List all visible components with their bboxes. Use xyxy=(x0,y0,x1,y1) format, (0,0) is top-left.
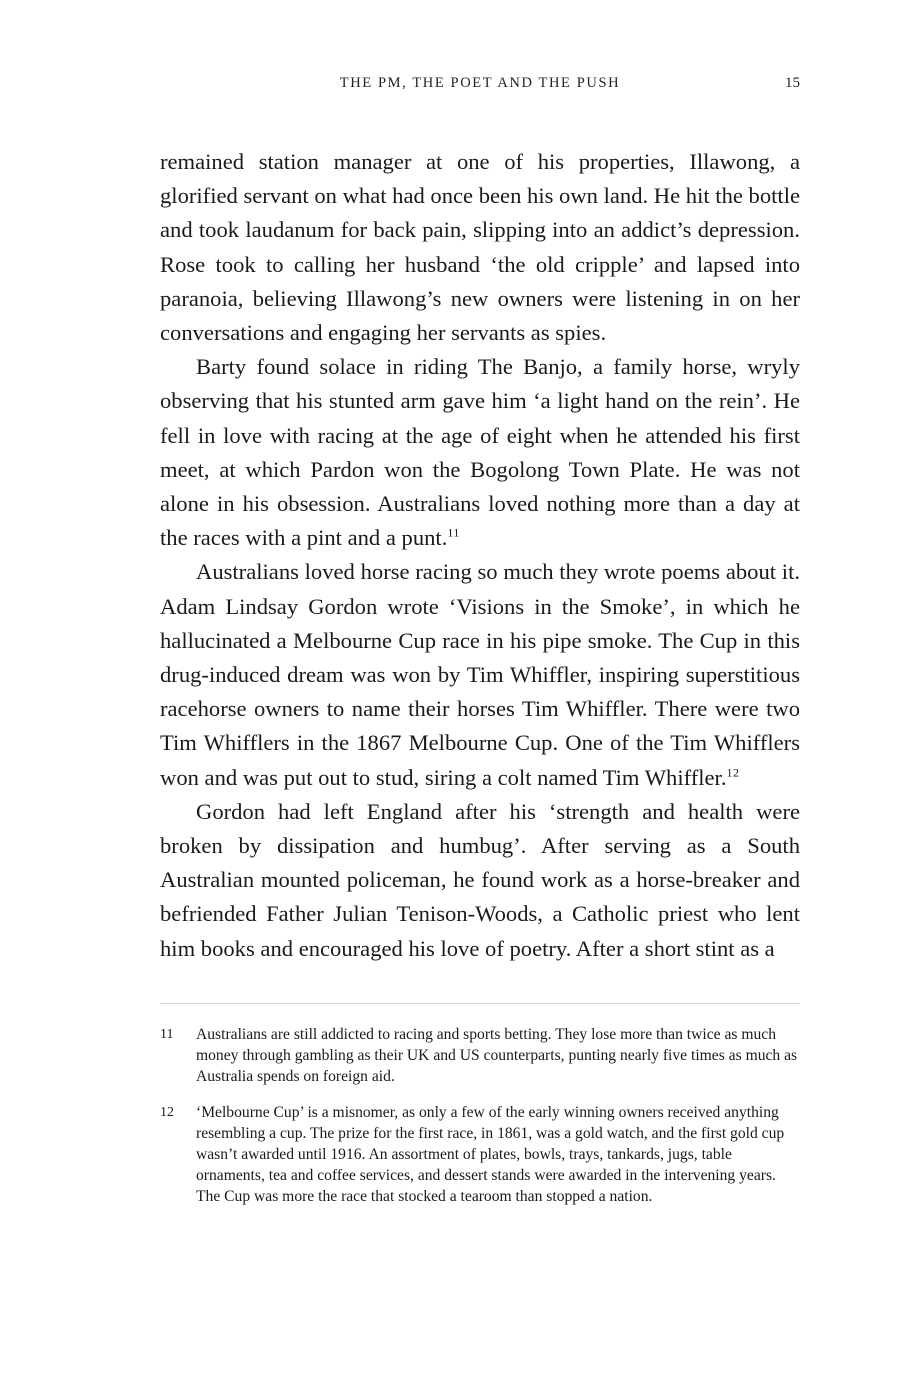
footnote-reference[interactable]: 11 xyxy=(447,525,460,540)
paragraph xyxy=(160,350,800,555)
footnote xyxy=(160,1024,800,1088)
paragraph-text: Barty found solace in riding The Banjo, a family horse, wryly observing that his stunted arm gave him ‘a light hand on the rein’. He fell in love with racing at the age of eight when he attended his first meet, at which Pardon won the Bogolong Town Plate. He was not alone in his obsession. Australians loved nothing more than a day at the races with a pint and a punt. xyxy=(160,354,800,551)
footnote-text: ‘Melbourne Cup’ is a misnomer, as only a few of the early winning owners received anything resembling a cup. The prize for the first race, in 1861, was a gold watch, and the first gold cup wasn’t awarded until 1916. An assortment of plates, bowls, trays, tankards, jugs, table ornaments, tea and coffee services, and dessert stands were awarded in the intervening years. The Cup was more the race that stocked a tearoom than stopped a nation. xyxy=(196,1103,785,1206)
footnote-divider xyxy=(160,1003,800,1004)
footnote-number: 11 xyxy=(160,1027,174,1042)
footnote-reference[interactable]: 12 xyxy=(726,765,740,780)
footnote xyxy=(160,1102,800,1208)
page-number: 15 xyxy=(785,75,800,91)
body-text xyxy=(160,145,800,966)
running-title: THE PM, THE POET AND THE PUSH xyxy=(339,75,621,91)
paragraph-text: Australians loved horse racing so much they wrote poems about it. Adam Lindsay Gordon wrote ‘Visions in the Smoke’, in which he hallucinated a Melbourne Cup race in his pipe smoke. The Cup in this drug-induced dream was won by Tim Whiffler, inspiring superstitious racehorse owners to name their horses Tim Whiffler. There were two Tim Whifflers in the 1867 Melbourne Cup. One of the Tim Whifflers won and was put out to stud, siring a colt named Tim Whiffler. xyxy=(160,559,800,790)
footnote-text: Australians are still addicted to racing and sports betting. They lose more than twice as much money through gambling as their UK and US counterparts, punting nearly five times as much as Australia spends on foreign aid. xyxy=(196,1026,798,1086)
paragraph xyxy=(160,145,800,350)
running-head xyxy=(160,73,800,93)
footnotes xyxy=(160,1024,800,1222)
paragraph xyxy=(160,795,800,966)
paragraph-text: Gordon had left England after his ‘strength and health were broken by dissipation and humbug’. After serving as a South Australian mounted policeman, he found work as a horse-breaker and befriended Father Julian Tenison-Woods, a Catholic priest who lent him books and encouraged his love of poetry. After a short stint as a xyxy=(160,798,800,961)
footnote-number: 12 xyxy=(160,1104,174,1120)
paragraph xyxy=(160,555,800,794)
paragraph-text: remained station manager at one of his properties, Illawong, a glorified servant on what had once been his own land. He hit the bottle and took laudanum for back pain, slipping into an addict’s depression. Rose took to calling her husband ‘the old cripple’ and lapsed into paranoia, believing Illawong’s new owners were listening in on her conversations and engaging her servants as spies. xyxy=(160,149,800,346)
